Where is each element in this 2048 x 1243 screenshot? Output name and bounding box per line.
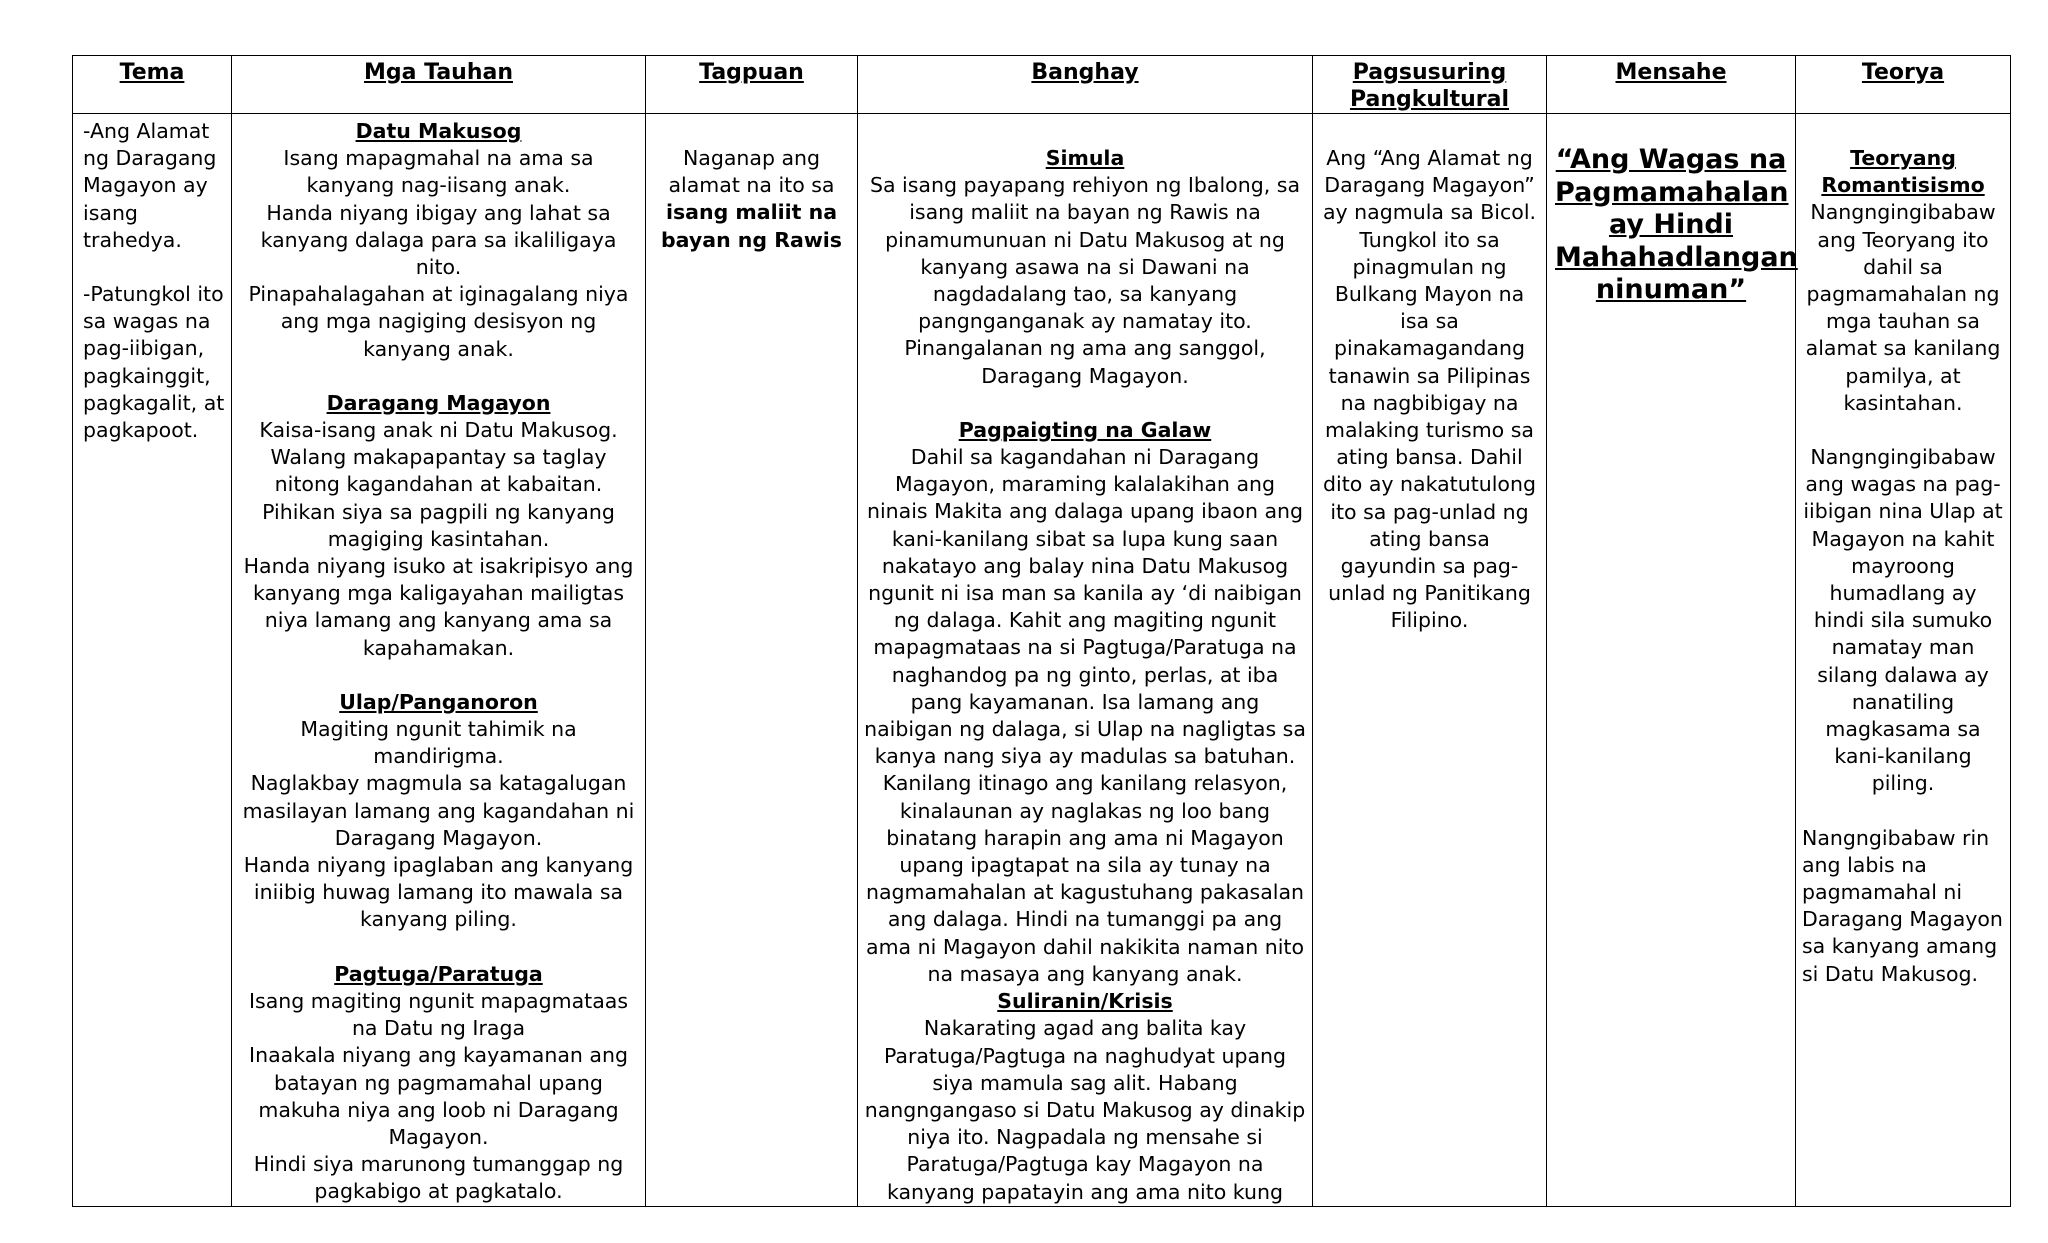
content-row [73, 114, 2011, 1207]
character-trait: Hindi siya marunong tumanggap ng pagkabigo at pagkatalo. [253, 1152, 624, 1204]
character-name-ulap: Ulap/Panganoron [339, 689, 538, 714]
character-name-datu-makusog: Datu Makusog [355, 119, 522, 143]
character-trait: Pinapahalagahan at iginagalang niya ang mga nagiging desisyon ng kanyang anak. [248, 282, 629, 361]
teorya-title: Teoryang Romantisismo [1821, 146, 1985, 198]
banghay-suliranin-text: Nakarating agad ang balita kay Paratuga/Pagtuga na naghudyat upang siya mamula sag alit. Habang nangngangaso si Datu Makusog ay dinakip niya ito. Nagpadala ng mensahe si Paratuga/Pagtuga kay Magayon na kanyang papatayin ang ama nito kung [864, 1016, 1306, 1204]
header-pagsusuring-pangkultural: Pagsusuring Pangkultural [1313, 56, 1547, 114]
character-trait: Naglakbay magmula sa katagalugan masilayan lamang ang kagandahan ni Daragang Magayon. [242, 771, 635, 850]
character-name-pagtuga: Pagtuga/Paratuga [334, 961, 543, 986]
tagpuan-text [652, 145, 851, 254]
teorya-paragraph-2: Nangngingibabaw ang wagas na pag-iibigan nina Ulap at Magayon na kahit mayroong humadlang ay hindi sila sumuko namatay man silang dalawa ay nanatiling magkasama sa kani-kanilang piling. [1803, 445, 2003, 796]
tagpuan-intro: Naganap ang alamat na ito sa [668, 146, 835, 198]
literary-analysis-table [72, 55, 2011, 1207]
header-mga-tauhan: Mga Tauhan [232, 56, 646, 114]
header-mensahe: Mensahe [1547, 56, 1796, 114]
banghay-suliranin-heading: Suliranin/Krisis [997, 989, 1173, 1014]
character-trait: Inaakala niyang ang kayamanan ang batayan ng pagmamahal upang makuha niya ang loob ni Daragang Magayon. [249, 1043, 628, 1149]
tagpuan-place: isang maliit na bayan ng Rawis [661, 200, 842, 252]
banghay-cell [858, 114, 1313, 1207]
character-trait: Walang makapapantay sa taglay nitong kagandahan at kabaitan. [270, 445, 607, 497]
pagsusuring-pangkultural-cell [1313, 114, 1547, 1207]
tema-cell [73, 114, 232, 1207]
banghay-pagpaigting-heading: Pagpaigting na Galaw [958, 417, 1212, 442]
teorya-paragraph-3: Nangngibabaw rin ang labis na pagmamahal ni Daragang Magayon sa kanyang amang si Datu Makusog. [1802, 825, 2003, 986]
tema-paragraph-2: -Patungkol ito sa wagas na pag-iibigan, pagkainggit, pagkagalit, at pagkapoot. [83, 282, 225, 443]
header-tema: Tema [73, 56, 232, 114]
character-trait: Kaisa-isang anak ni Datu Makusog. [259, 418, 618, 443]
character-trait: Isang magiting ngunit mapagmataas na Datu ng Iraga [248, 988, 629, 1041]
banghay-simula-heading: Simula [1045, 146, 1125, 170]
character-name-daragang-magayon: Daragang Magayon [326, 390, 551, 415]
character-trait: Pihikan siya sa pagpili ng kanyang magiging kasintahan. [262, 499, 615, 551]
character-trait: Handa niyang ipaglaban ang kanyang iniibig huwag lamang ito mawala sa kanyang piling. [243, 853, 634, 932]
pagsusuring-text: Ang “Ang Alamat ng Daragang Magayon” ay nagmula sa Bicol. Tungkol ito sa pinagmulan ng Bulkang Mayon na isa sa pinakamagandang tanawin sa Pilipinas na nagbibigay na malaking turismo sa ating bansa. Dahil dito ay nakatutulong ito sa pag-unlad ng ating bansa gayundin sa pag-unlad ng Panitikang Filipino. [1322, 146, 1537, 633]
header-teorya: Teorya [1796, 56, 2011, 114]
character-trait: Magiting ngunit tahimik na mandirigma. [300, 717, 577, 769]
header-tagpuan: Tagpuan [646, 56, 858, 114]
tagpuan-cell [646, 114, 858, 1207]
character-trait: Isang mapagmahal na ama sa kanyang nag-iisang anak. [283, 146, 594, 198]
character-trait: Handa niyang isuko at isakripisyo ang kanyang mga kaligayahan mailigtas niya lamang ang kanyang ama sa kapahamakan. [243, 554, 634, 660]
mga-tauhan-cell [232, 114, 646, 1207]
mensahe-cell [1547, 114, 1796, 1207]
banghay-pagpaigting-text: Dahil sa kagandahan ni Daragang Magayon, maraming kalalakihan ang ninais Makita ang dalaga upang ibaon ang kani-kanilang sibat sa lupa kung saan nakatayo ang balay nina Datu Makusog ngunit ni isa man sa kanila ay ‘di naibigan ng dalaga. Kahit ang magiting ngunit mapagmataas na si Pagtuga/Paratuga na naghandog pa ng ginto, perlas, at iba pang kayamanan. Isa lamang ang naibigan ng dalaga, si Ulap na nagligtas sa kanya nang siya ay madulas sa batuhan. Kanilang itinago ang kanilang relasyon, kinalaunan ay naglakas ng loo bang binatang harapin ang ama ni Magayon upang ipagtapat na sila ay tunay na nagmamahalan at kagustuhang pakasalan ang dalaga. Hindi na tumanggi pa ang ama ni Magayon dahil nakikita naman nito na masaya ang kanyang anak. [864, 445, 1306, 986]
banghay-simula-text: Sa isang payapang rehiyon ng Ibalong, sa isang maliit na bayan ng Rawis na pinamumunuan ni Datu Makusog at ng kanyang asawa na si Dawani na nagdadalang tao, sa kanyang pangnganganak ay namatay ito. Pinangalanan ng ama ang sanggol, Daragang Magayon. [869, 173, 1301, 388]
teorya-cell [1796, 114, 2011, 1207]
tema-paragraph-1: -Ang Alamat ng Daragang Magayon ay isang trahedya. [83, 119, 217, 252]
mensahe-text: “Ang Wagas na Pagmamahalan ay Hindi Mahahadlangan ninuman” [1555, 144, 1798, 305]
teorya-paragraph-1: Nangngingibabaw ang Teoryang ito dahil sa pagmamahalan ng mga tauhan sa alamat sa kanilang pamilya, at kasintahan. [1805, 200, 2001, 415]
header-row [73, 56, 2011, 114]
header-banghay: Banghay [858, 56, 1313, 114]
character-trait: Handa niyang ibigay ang lahat sa kanyang dalaga para sa ikaliligaya nito. [260, 200, 617, 280]
